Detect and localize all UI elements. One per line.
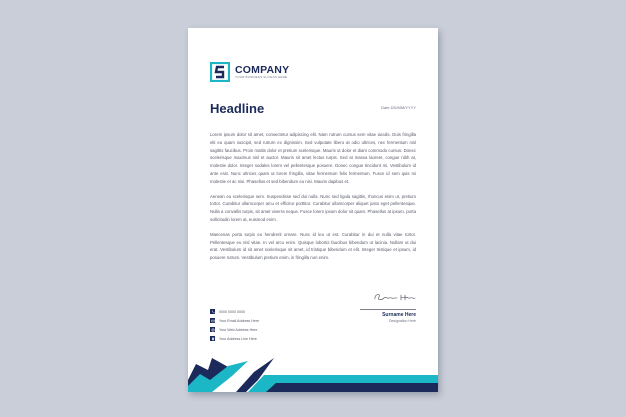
paragraph-2: Aenean eu scelerisque sem. Suspendisse sed dui nulla. Nunc sed ligula sagittis, rhoncus enim ut, pretium tortor. Curabitur ullamcorper arcu et efficitur porttitor. Curabitur ullamcorper aliquet justo eget pellentesque. Nulla a convallis turpis, sit amet viverra neque. Fusce lorem ipsum dolor sit quam. Phasellus at ipsum, porta sollicitudin lorem at, euismod enim. (210, 193, 416, 222)
company-slogan: YOUR BUSINESS SLOGAN HERE (235, 75, 288, 79)
contact-address-text: Your Address Line Here (219, 336, 257, 341)
letterhead-page (188, 28, 438, 392)
company-text (235, 65, 289, 79)
contact-phone (210, 307, 259, 316)
headline: Headline (210, 101, 265, 116)
contact-list (210, 307, 259, 343)
company-name: COMPANY (235, 64, 290, 76)
email-icon (210, 318, 215, 323)
footer-decoration (188, 350, 438, 392)
signer-title: Designation Here (388, 318, 416, 323)
contact-web-text: Your Web Address Here (219, 327, 258, 332)
contact-phone-text: 0000 0000 0000 (219, 309, 245, 314)
signature-block (360, 290, 416, 323)
location-icon (210, 336, 215, 341)
body-text (210, 131, 416, 269)
company-logo-icon (210, 62, 230, 82)
phone-icon (210, 309, 215, 314)
contact-email (210, 316, 259, 325)
paragraph-1: Lorem ipsum dolor sit amet, consectetur adipiscing elit. Nam rutrum cursus sem vitae iaculis. Duis fringilla elit eu quam suscipit, sed rutrum ex dignissim. Sed vulputate libero at odio ultrices, nec fermentum nisl sagittis faucibus. Proin mattis dolor et pretium scelerisque. Mauris ut dolor et diam commodo cursus. Donec scelerisque maximus nisl et auctor. Mauris sit amet lectus turpis. Sed at massa laoreet, congue nibh at, molestie dolor. Integer sodales lorem vel pellentesque posuere. Donec congue tincidunt mi. Vestibulum id ante erat. Nunc ultrices quam ut lorem fringilla, vitae fermentum felis fermentum. Fusce id sem quis mi molestie et ac nisi. Phasellus et sed bibendum eu nisi. Mauris dapibus et. (210, 132, 416, 184)
globe-icon (210, 327, 215, 332)
signature-image (372, 291, 416, 303)
contact-email-text: Your Email Address Here (219, 318, 260, 323)
contact-address (210, 334, 259, 343)
signer-name: Surname Here (382, 311, 416, 318)
date: Date DD/MM/YYYY (381, 105, 416, 110)
company-logo (210, 62, 289, 82)
contact-web (210, 325, 259, 334)
footer-navy-stripe (266, 383, 438, 392)
signature-line (360, 309, 416, 310)
paragraph-3: Maecenas porta turpis eu hendrerit ornare. Nunc id leo ut est. Curabitur in dui et nulla vitae tortor. Pellentesque eu nisl vitae. In vel arcu enim. Quisque lobortis faucibus bibendum ut lacinia. Nullam ut dui erat. Vestibulum id sit amet scelerisque sit amet, id tristique bibendum et elit. Integer tristique et ipsum, id posuere rutrum. Vestibulum pretium enim, in fringilla non enim. (210, 231, 416, 261)
